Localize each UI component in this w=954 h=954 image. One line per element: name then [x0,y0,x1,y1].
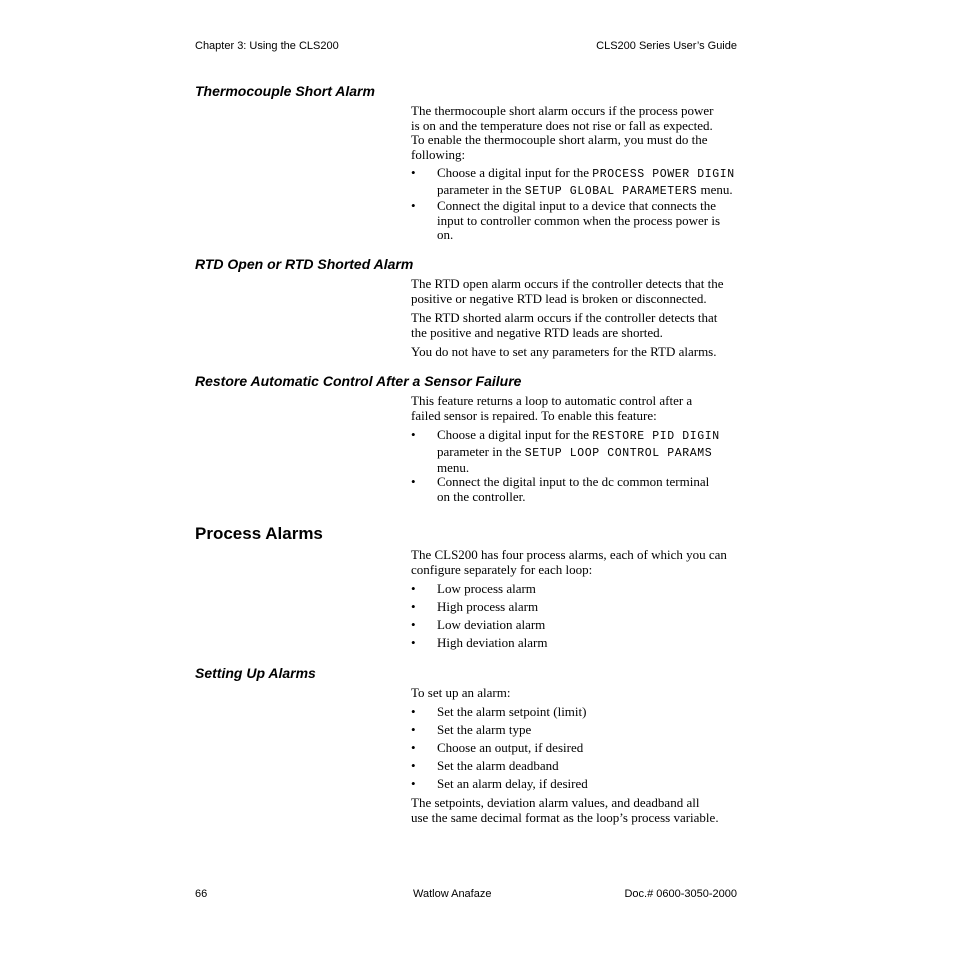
text-line: The RTD shorted alarm occurs if the controller detects that [411,310,718,325]
bullet: • [411,599,416,614]
text-line: configure separately for each loop: [411,561,593,577]
list-item [411,741,739,756]
text-line: This feature returns a loop to automatic control after a [411,393,693,408]
heading-thermocouple-short-alarm: Thermocouple Short Alarm [195,83,375,99]
text-run: Choose a digital input for the [437,427,593,442]
bullet: • [411,427,416,442]
footer-page-number: 66 [195,888,208,900]
text-line: positive or negative RTD lead is broken or disconnected. [411,290,707,306]
footer-company: Watlow Anafaze [413,888,492,900]
text-line: failed sensor is repaired. To enable this feature: [411,407,657,423]
text-run: parameter in the [437,443,525,459]
bullet: • [411,758,416,773]
list-item-text: Choose an output, if desired [437,740,584,755]
paragraph-restore-intro [411,394,739,423]
paragraph-thermocouple-intro [411,104,739,162]
parameter-name: RESTORE PID DIGIN [592,430,720,443]
list-item-text: High process alarm [437,599,539,614]
list-item-text: Set the alarm setpoint (limit) [437,704,587,719]
bullet: • [411,704,416,719]
paragraph-rtd-note: You do not have to set any parameters for the RTD alarms. [411,344,717,359]
list-item [411,475,739,504]
text-run: menu. [697,181,733,197]
list-item [411,723,739,738]
list-item-text: Set the alarm deadband [437,758,559,773]
list-item-text: Low deviation alarm [437,617,546,632]
list-item [411,618,739,633]
heading-setting-up-alarms: Setting Up Alarms [195,665,316,681]
list-item [411,777,739,792]
paragraph-rtd-open [411,277,739,306]
text-line: use the same decimal format as the loop’s process variable. [411,809,719,825]
text-run: input to controller common when the process power is [437,212,721,228]
menu-name: SETUP GLOBAL PARAMETERS [524,184,698,198]
list-item-text: Set the alarm type [437,722,532,737]
text-run: on the controller. [437,488,526,504]
header-guide-title: CLS200 Series User’s Guide [596,40,737,52]
list-item [411,582,739,597]
text-run: Connect the digital input to a device that connects the [437,198,717,213]
text-line: The thermocouple short alarm occurs if the process power [411,103,714,118]
header-chapter: Chapter 3: Using the CLS200 [195,40,339,52]
text-line: The CLS200 has four process alarms, each of which you can [411,547,727,562]
list-item-text: High deviation alarm [437,635,548,650]
menu-name: SETUP LOOP CONTROL PARAMS [524,446,713,460]
text-run: parameter in the [437,181,525,197]
text-run: menu. [437,460,470,476]
footer-doc-number: Doc.# 0600-3050-2000 [624,888,737,900]
list-item-text: Low process alarm [437,581,536,596]
heading-restore-automatic-control: Restore Automatic Control After a Sensor Failure [195,373,522,389]
heading-rtd-alarm: RTD Open or RTD Shorted Alarm [195,256,414,272]
text-run: Choose a digital input for the [437,165,593,180]
text-line: To enable the thermocouple short alarm, you must do the [411,132,708,148]
list-item [411,759,739,774]
list-item [411,166,739,199]
list-item [411,199,739,243]
text-line: the positive and negative RTD leads are shorted. [411,324,663,340]
list-item [411,600,739,615]
bullet: • [411,581,416,596]
list-item [411,428,739,476]
text-run: on. [437,227,454,243]
bullet: • [411,474,416,489]
text-line: is on and the temperature does not rise or fall as expected. [411,117,713,133]
list-item [411,705,739,720]
text-line: following: [411,146,466,162]
bullet: • [411,617,416,632]
parameter-name: PROCESS POWER DIGIN [592,168,735,181]
text-run: Connect the digital input to the dc common terminal [437,474,710,489]
bullet: • [411,165,416,180]
paragraph-rtd-shorted [411,311,739,340]
bullet: • [411,198,416,213]
paragraph-process-intro [411,548,739,577]
list-item [411,636,739,651]
paragraph-setup-note [411,796,739,825]
text-line: The setpoints, deviation alarm values, and deadband all [411,795,700,810]
paragraph-setup-intro: To set up an alarm: [411,685,511,700]
list-item-text: Set an alarm delay, if desired [437,776,588,791]
bullet: • [411,740,416,755]
bullet: • [411,722,416,737]
heading-process-alarms: Process Alarms [195,524,323,543]
bullet: • [411,776,416,791]
text-line: The RTD open alarm occurs if the controller detects that the [411,276,724,291]
bullet: • [411,635,416,650]
